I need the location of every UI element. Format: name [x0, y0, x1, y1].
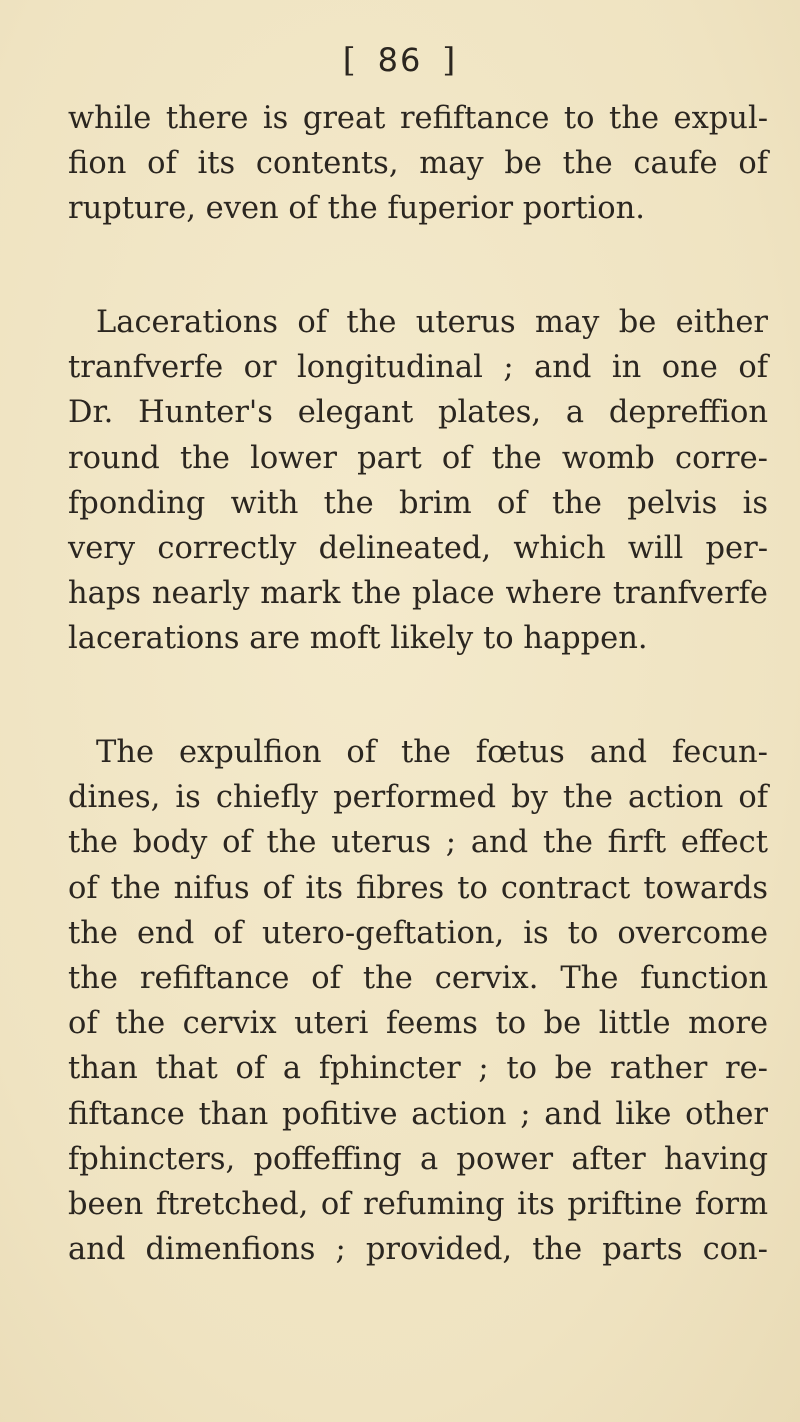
- close-bracket: ]: [442, 40, 458, 79]
- page-number: 86: [377, 41, 423, 79]
- paragraph-3: [68, 730, 768, 1272]
- text-line: of the nifus of its fibres to contract towards: [68, 870, 768, 906]
- text-line: Lacerations of the uterus may be either: [96, 305, 768, 340]
- text-line: rupture, even of the fuperior portion.: [68, 191, 645, 227]
- text-line: fphincters, poffeffing a power after having: [68, 1141, 768, 1177]
- text-line: the body of the uterus ; and the firft effect: [68, 825, 768, 861]
- text-line: fion of its contents, may be the caufe of: [68, 146, 768, 182]
- text-line: dines, is chiefly performed by the action of: [68, 780, 768, 816]
- text-line: haps nearly mark the place where tranfverfe: [68, 576, 768, 612]
- paragraph-2: [68, 300, 768, 662]
- text-line: the refiftance of the cervix. The function: [68, 960, 768, 996]
- text-line: very correctly delineated, which will per-: [68, 530, 768, 566]
- text-line: been ftretched, of refuming its priftine form: [68, 1186, 768, 1222]
- text-line: tranfverfe or longitudinal ; and in one of: [68, 350, 768, 386]
- text-line: The expulfion of the fœtus and fecun-: [96, 735, 768, 770]
- text-line: and dimenfions ; provided, the parts con-: [68, 1232, 768, 1268]
- page-header: [0, 40, 800, 80]
- text-line: lacerations are moft likely to happen.: [68, 621, 648, 657]
- text-line: Dr. Hunter's elegant plates, a depreffion: [68, 395, 768, 431]
- text-line: fponding with the brim of the pelvis is: [68, 485, 768, 521]
- text-line: round the lower part of the womb corre-: [68, 440, 768, 476]
- text-line: the end of utero-geftation, is to overcome: [68, 915, 768, 951]
- open-bracket: [: [342, 40, 358, 79]
- text-line: than that of a fphincter ; to be rather re-: [68, 1051, 768, 1087]
- text-line: while there is great refiftance to the expul-: [68, 101, 768, 136]
- paragraph-1: [68, 96, 768, 232]
- text-line: fiftance than pofitive action ; and like other: [68, 1096, 768, 1132]
- text-line: of the cervix uteri feems to be little more: [68, 1006, 768, 1042]
